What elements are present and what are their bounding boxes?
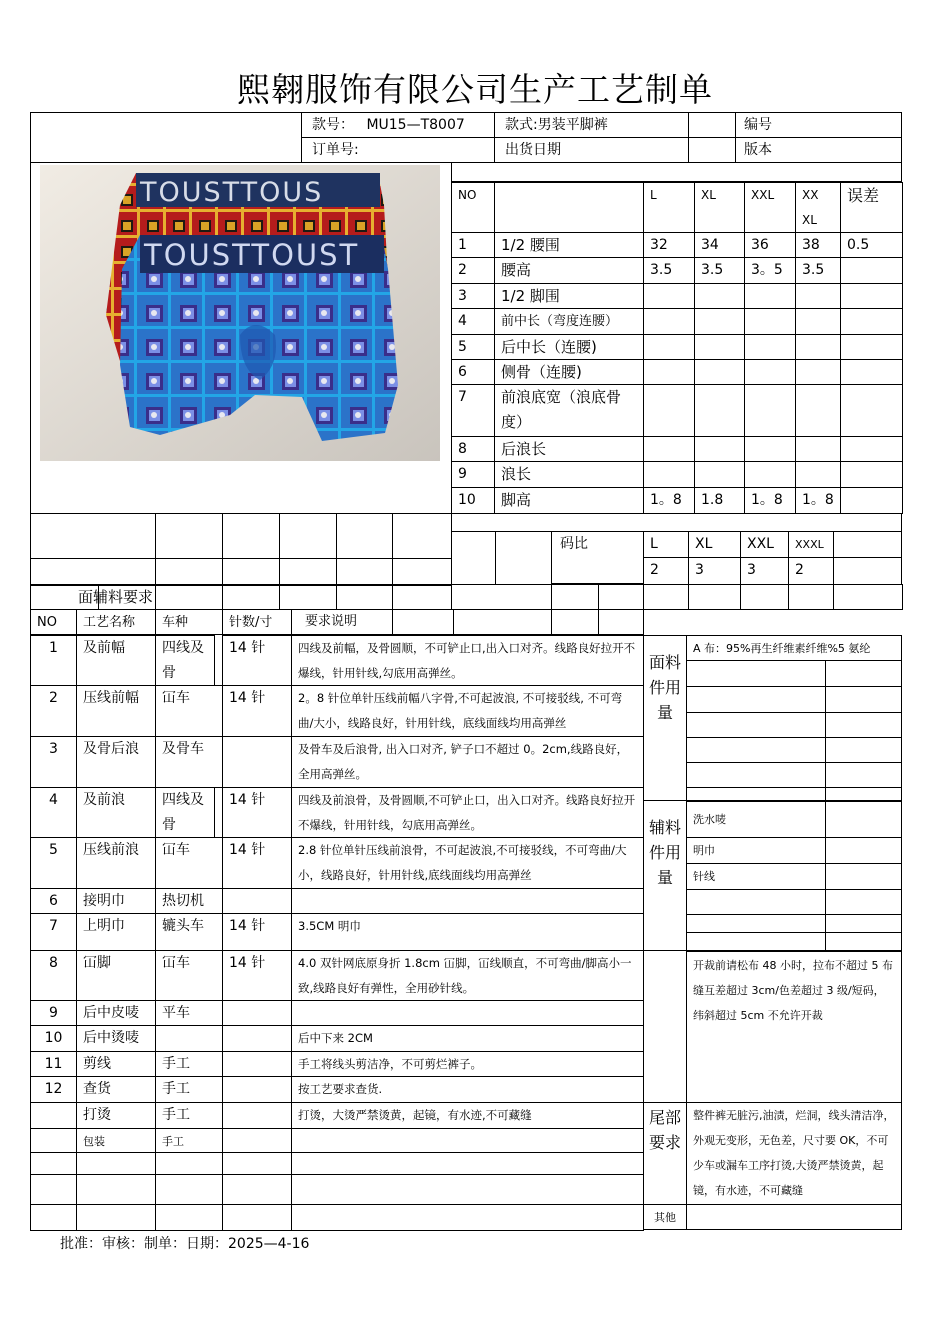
process-number: 3: [30, 736, 77, 788]
measurement-value: [643, 384, 695, 437]
measurement-value: 34: [694, 232, 745, 258]
measurement-name: 前中长（弯度连腰）: [494, 308, 644, 335]
ratio-value-1: 3: [688, 557, 741, 585]
fabric-composition: A 布：95%再生纤维素纤维%5 氨纶: [686, 635, 902, 661]
size-header-2: L: [643, 182, 695, 233]
size-row-number: 1: [451, 232, 495, 258]
measurement-value: [840, 436, 903, 462]
stitch-count: [222, 1128, 292, 1153]
blank-cell: [833, 531, 902, 558]
blank-cell: [686, 1204, 902, 1230]
svg-text:TOUSTTOUST: TOUSTTOUST: [144, 238, 360, 272]
blank-cell: [825, 932, 902, 952]
machine-type: 冚车: [155, 837, 223, 889]
blank-cell: [788, 584, 834, 610]
blank-cell: [551, 609, 599, 635]
blank-cell: [686, 660, 826, 687]
process-header-1: 工艺名称: [76, 609, 156, 635]
blank-cell: [30, 1174, 77, 1205]
cutting-note: 开裁前请松布 48 小时，拉布不超过 5 布缝互差超过 3cm/色差超过 3 级/短码，纬斜超过 5cm 不允许开裁: [686, 950, 902, 1103]
ratio-size-3: XXXL: [788, 531, 834, 558]
machine-type: 四线及骨: [155, 635, 215, 686]
stitch-count: 14 针: [222, 685, 292, 737]
fabric-usage-label: 面料件用量: [643, 635, 687, 801]
materials-requirement-label: 面辅料要求: [78, 588, 154, 606]
blank-cell: [551, 584, 599, 610]
blank-cell: [688, 137, 736, 163]
measurement-value: [643, 359, 695, 385]
blank-cell: [686, 712, 826, 738]
style-number-cell: [301, 112, 495, 138]
blank-cell: [825, 660, 902, 687]
measurement-value: [840, 334, 903, 360]
measurement-name: 浪长: [494, 461, 644, 488]
size-header-6: 误差: [840, 182, 903, 233]
process-description: 2.8 针位单针压线前浪骨，不可起波浪,不可接驳线，不可弯曲/大小，线路良好，针用针线,底线面线均用高弹丝: [291, 837, 644, 889]
measurement-value: [840, 257, 903, 284]
process-number: 2: [30, 685, 77, 737]
blank-cell: [825, 737, 902, 763]
size-header-0: NO: [451, 182, 495, 233]
process-number: 12: [30, 1076, 77, 1103]
blank-cell: [833, 557, 902, 585]
process-header-2: 车种: [155, 609, 223, 635]
measurement-value: [744, 334, 796, 360]
blank-cell: [451, 531, 496, 585]
size-header-1: [494, 182, 644, 233]
blank-cell: [336, 513, 393, 559]
process-name: 后中烫唛: [76, 1025, 156, 1052]
measurement-value: [795, 384, 841, 437]
blank-cell: [686, 686, 826, 713]
measurement-name: 1/2 腰围: [494, 232, 644, 258]
stitch-count: 14 针: [222, 837, 292, 889]
measurement-name: 1/2 脚围: [494, 283, 644, 309]
process-number: 7: [30, 913, 77, 951]
blank-cell: [392, 609, 454, 635]
measurement-value: [694, 461, 745, 488]
blank-cell: [222, 1152, 292, 1175]
process-number: 1: [30, 635, 77, 686]
process-description: 4.0 双针网底原身折 1.8cm 冚脚，冚线顺直，不可弯曲/脚高小一致,线路良好有弹性，全用砂针线。: [291, 950, 644, 1001]
blank-cell: [279, 558, 337, 586]
measurement-value: 36: [744, 232, 796, 258]
blank-cell: [291, 1152, 644, 1175]
blank-cell: [222, 558, 280, 586]
process-number: 8: [30, 950, 77, 1001]
measurement-value: [744, 359, 796, 385]
document-title: 熙翱服饰有限公司生产工艺制单: [237, 70, 713, 109]
blank-cell: [76, 1152, 156, 1175]
measurement-value: 3。5: [744, 257, 796, 284]
blank-cell: [825, 914, 902, 933]
blank-cell: [98, 584, 156, 610]
measurement-value: [643, 461, 695, 488]
ship-date-cell: 出货日期: [494, 137, 689, 163]
measurement-value: [694, 436, 745, 462]
blank-cell: [686, 932, 826, 952]
measurement-value: 38: [795, 232, 841, 258]
machine-type: 平车: [155, 1000, 223, 1026]
number-cell: 编号: [735, 112, 902, 138]
blank-cell: [155, 1204, 223, 1231]
measurement-value: 32: [643, 232, 695, 258]
measurement-name: 后浪长: [494, 436, 644, 462]
measurement-value: 1。8: [795, 487, 841, 514]
blank-cell: [825, 800, 902, 838]
process-description: 打烫，大烫严禁烫黄，起镜，有水迹,不可藏缝: [291, 1102, 644, 1129]
process-number: 6: [30, 888, 77, 914]
ratio-value-2: 3: [740, 557, 789, 585]
machine-type: 手工: [155, 1051, 223, 1077]
process-description: [291, 1000, 644, 1026]
measurement-name: 前浪底宽（浪底骨度）: [494, 384, 644, 437]
measurement-value: [840, 283, 903, 309]
process-description: 手工将线头剪洁净，不可剪烂裤子。: [291, 1051, 644, 1077]
machine-type: 及骨车: [155, 736, 223, 788]
process-name: 打烫: [76, 1102, 156, 1129]
stitch-count: [222, 736, 292, 788]
blank-cell: [76, 1204, 156, 1231]
blank-cell: [222, 584, 280, 610]
size-row-number: 5: [451, 334, 495, 360]
measurement-value: [795, 436, 841, 462]
stitch-count: [222, 1076, 292, 1103]
blank-cell: [825, 762, 902, 788]
machine-type: 辘头车: [155, 913, 223, 951]
process-description: 2。8 针位单针压线前幅八字骨,不可起波浪, 不可接驳线, 不可弯曲/大小，线路良好，针用针线，底线面线均用高弹丝: [291, 685, 644, 737]
blank-cell: [336, 584, 393, 610]
process-name: 后中皮唛: [76, 1000, 156, 1026]
measurement-value: [840, 359, 903, 385]
measurement-value: [643, 334, 695, 360]
process-header-4: 要求说明: [305, 614, 358, 629]
order-number-cell: 订单号:: [301, 137, 495, 163]
measurement-value: [694, 283, 745, 309]
blank-cell: [30, 1204, 77, 1231]
measurement-value: [840, 308, 903, 335]
process-name: 及前浪: [76, 787, 156, 838]
measurement-value: 1。8: [744, 487, 796, 514]
header-blank-cell: [30, 112, 302, 163]
process-description: 四线及前浪骨，及骨圆顺,不可铲止口，出入口对齐。线路良好拉开不爆线，针用针线，勾底用高弹丝。: [291, 787, 644, 838]
measurement-value: [795, 461, 841, 488]
ratio-size-2: XXL: [740, 531, 789, 558]
process-number: 9: [30, 1000, 77, 1026]
blank-cell: [222, 1174, 292, 1205]
blank-cell: [155, 1152, 223, 1175]
machine-type: 热切机: [155, 888, 223, 914]
blank-cell: [825, 712, 902, 738]
process-number: 5: [30, 837, 77, 889]
measurement-value: [795, 308, 841, 335]
machine-type: 手工: [155, 1102, 223, 1129]
blank-cell: [686, 889, 826, 915]
finish-requirement-text: 整件裤无脏污,油渍，烂洞，线头清洁净，外观无变形，无色差，尺寸要 OK，不可少车或漏车工序打烫,大烫严禁烫黄，起镜，有水迹，不可藏缝: [686, 1102, 902, 1205]
product-photo: [40, 165, 440, 461]
blank-cell: [155, 584, 223, 610]
blank-cell: [291, 1204, 644, 1231]
measurement-value: [643, 283, 695, 309]
blank-cell: [392, 513, 452, 559]
process-description: 及骨车及后浪骨, 出入口对齐, 铲子口不超过 0。2cm,线路良好，全用高弹丝。: [291, 736, 644, 788]
blank-cell: [30, 558, 156, 586]
size-row-number: 10: [451, 487, 495, 514]
machine-type: [155, 1025, 223, 1052]
process-name: 及骨后浪: [76, 736, 156, 788]
finish-requirement-label: 尾部要求: [643, 1102, 687, 1205]
blank-cell: [688, 584, 741, 610]
blank-cell: [30, 584, 99, 610]
stitch-count: 14 针: [222, 913, 292, 951]
process-name: 剪线: [76, 1051, 156, 1077]
machine-type: 冚车: [155, 950, 223, 1001]
process-name: 接明巾: [76, 888, 156, 914]
ratio-size-0: L: [643, 531, 689, 558]
size-row-number: 9: [451, 461, 495, 488]
size-row-number: 6: [451, 359, 495, 385]
stitch-count: 14 针: [222, 635, 292, 686]
measurement-value: [840, 461, 903, 488]
process-description: [291, 888, 644, 914]
measurement-value: [694, 384, 745, 437]
measurement-value: [795, 283, 841, 309]
blank-cell: [279, 513, 337, 559]
process-number: 10: [30, 1025, 77, 1052]
process-name: 查货: [76, 1076, 156, 1103]
measurement-value: [643, 436, 695, 462]
aux-material-usage-label: 辅料件用量: [643, 800, 687, 951]
blank-cell: [392, 584, 452, 610]
blank-cell: [825, 686, 902, 713]
measurement-value: [694, 334, 745, 360]
blank-cell: [643, 950, 687, 1103]
measurement-value: [795, 359, 841, 385]
process-name: 压线前浪: [76, 837, 156, 889]
process-header-0: NO: [30, 609, 77, 635]
measurement-value: [840, 384, 903, 437]
ratio-size-1: XL: [688, 531, 741, 558]
process-name: 包装: [76, 1128, 156, 1153]
measurement-name: 后中长（连腰): [494, 334, 644, 360]
machine-type: 手工: [155, 1076, 223, 1103]
process-name: 及前幅: [76, 635, 156, 686]
measurement-value: 1.8: [694, 487, 745, 514]
blank-cell: [825, 889, 902, 915]
size-table-top-strip: [451, 162, 902, 182]
process-description: 四线及前幅，及骨圆顺，不可铲止口,出入口对齐。线路良好拉开不爆线，针用针线,勾底用高弹丝。: [291, 635, 644, 686]
aux-item-1: 明巾: [686, 837, 826, 864]
measurement-value: 1。8: [643, 487, 695, 514]
measurement-value: [744, 461, 796, 488]
blank-cell: [740, 584, 789, 610]
blank-cell: [825, 863, 902, 890]
machine-type: 冚车: [155, 685, 223, 737]
blank-cell: [222, 513, 280, 559]
machine-type: 手工: [155, 1128, 223, 1153]
process-name: 冚脚: [76, 950, 156, 1001]
blank-cell: [495, 531, 552, 585]
style-cell: 款式:男装平脚裤: [494, 112, 689, 138]
size-row-number: 7: [451, 384, 495, 437]
blank-cell: [155, 513, 223, 559]
ratio-value-0: 2: [643, 557, 689, 585]
measurement-value: 3.5: [795, 257, 841, 284]
blank-cell: [155, 558, 223, 586]
blank-cell: [686, 914, 826, 933]
stitch-count: [222, 1025, 292, 1052]
stitch-count: [222, 1000, 292, 1026]
stitch-count: 14 针: [222, 787, 292, 838]
measurement-value: [744, 384, 796, 437]
size-ratio-label: 码比: [551, 531, 644, 584]
process-number: [30, 1102, 77, 1129]
process-description: 按工艺要求查货.: [291, 1076, 644, 1103]
aux-item-0: 洗水唛: [686, 800, 826, 838]
process-number: 4: [30, 787, 77, 838]
blank-cell: [392, 558, 452, 586]
style-number-value: MU15—T8007: [366, 117, 465, 133]
blank-cell: [222, 1204, 292, 1231]
blank-cell: [598, 584, 644, 610]
process-number: 11: [30, 1051, 77, 1077]
measurement-value: [744, 308, 796, 335]
size-header-3: XL: [694, 182, 745, 233]
blank-cell: [451, 584, 552, 610]
machine-type: 四线及骨: [155, 787, 215, 838]
style-number-label: 款号：: [312, 117, 354, 133]
blank-cell: [336, 558, 393, 586]
blank-cell: [451, 513, 902, 532]
aux-item-2: 针线: [686, 863, 826, 890]
measurement-name: 腰高: [494, 257, 644, 284]
approval-footer: 批准：审核：制单：日期：2025—4-16: [60, 1236, 310, 1252]
measurement-value: [840, 487, 903, 514]
measurement-value: [694, 359, 745, 385]
measurement-value: 3.5: [643, 257, 695, 284]
measurement-value: [643, 308, 695, 335]
size-row-number: 4: [451, 308, 495, 335]
process-header-3: 针数/寸: [222, 609, 292, 635]
stitch-count: [222, 888, 292, 914]
size-row-number: 2: [451, 257, 495, 284]
process-name: 上明巾: [76, 913, 156, 951]
measurement-value: 3.5: [694, 257, 745, 284]
size-header-5: XX XL: [795, 182, 841, 233]
blank-cell: [291, 1174, 644, 1205]
other-label: 其他: [643, 1204, 687, 1230]
measurement-value: 0.5: [840, 232, 903, 258]
process-name: 压线前幅: [76, 685, 156, 737]
measurement-name: 脚高: [494, 487, 644, 514]
blank-cell: [30, 513, 156, 559]
blank-cell: [825, 837, 902, 864]
blank-cell: [30, 1152, 77, 1175]
process-description: 3.5CM 明巾: [291, 913, 644, 951]
ratio-value-3: 2: [788, 557, 834, 585]
measurement-value: [694, 308, 745, 335]
process-number: [30, 1128, 77, 1153]
process-description: [291, 1128, 644, 1153]
size-row-number: 3: [451, 283, 495, 309]
stitch-count: [222, 1102, 292, 1129]
blank-cell: [279, 584, 337, 610]
measurement-value: [744, 283, 796, 309]
size-row-number: 8: [451, 436, 495, 462]
blank-cell: [155, 1174, 223, 1205]
measurement-name: 侧骨（连腰): [494, 359, 644, 385]
stitch-count: 14 针: [222, 950, 292, 1001]
svg-text:TOUSTTOUS: TOUSTTOUS: [140, 177, 324, 208]
blank-cell: [643, 584, 689, 610]
blank-cell: [686, 762, 826, 788]
blank-cell: [76, 1174, 156, 1205]
blank-cell: [833, 584, 903, 610]
measurement-value: [795, 334, 841, 360]
version-cell: 版本: [735, 137, 902, 163]
stitch-count: [222, 1051, 292, 1077]
boxer-briefs-image: [40, 165, 440, 461]
process-description: 后中下来 2CM: [291, 1025, 644, 1052]
measurement-value: [744, 436, 796, 462]
size-header-4: XXL: [744, 182, 796, 233]
blank-cell: [686, 737, 826, 763]
blank-cell: [688, 112, 736, 138]
